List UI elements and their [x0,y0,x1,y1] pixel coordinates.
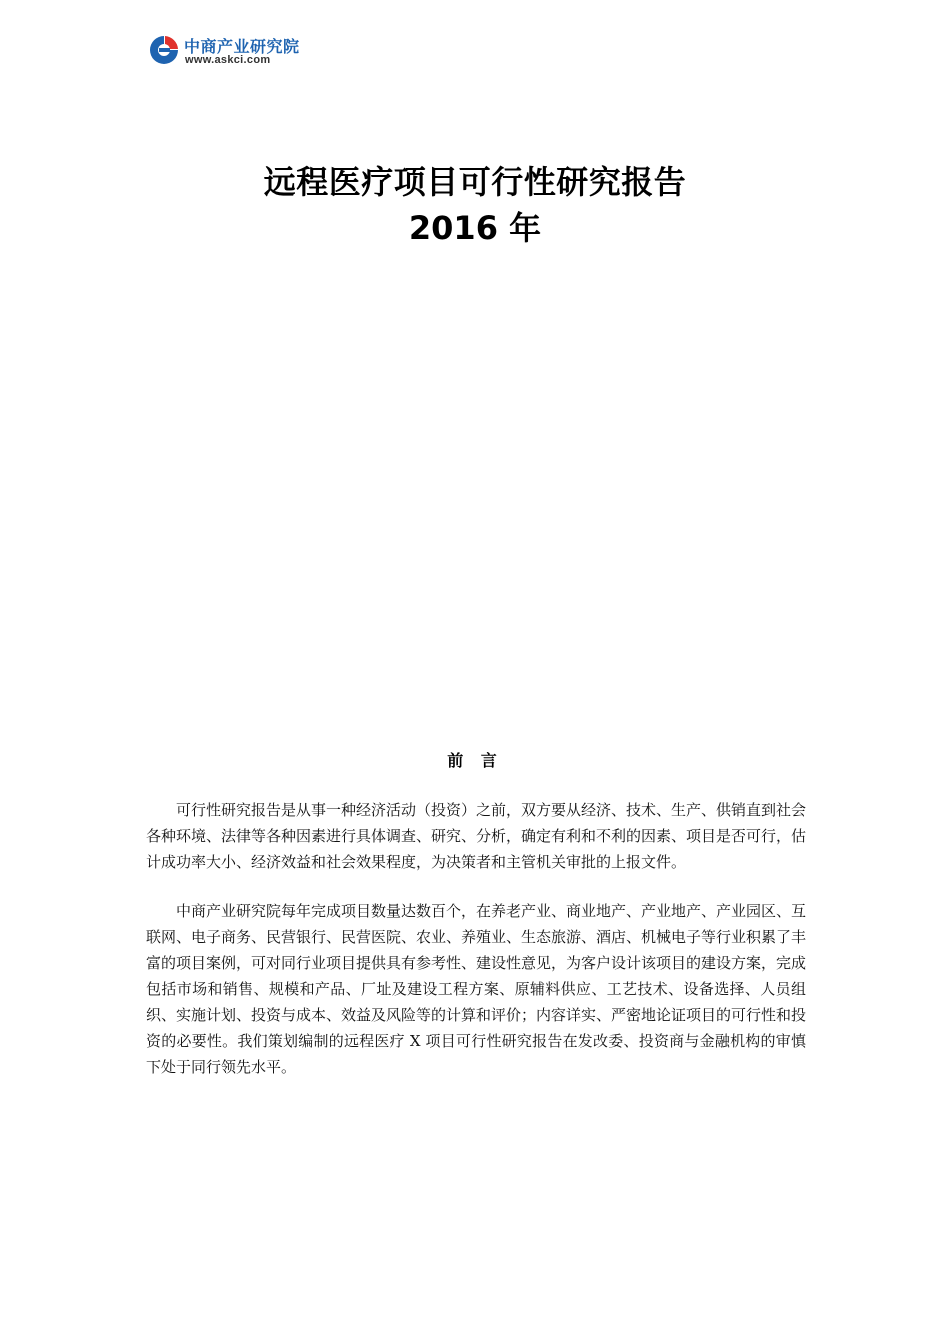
preface-heading: 前 言 [447,751,503,770]
report-year: 2016 年 [408,209,542,247]
preface-paragraph-2: 中商产业研究院每年完成项目数量达数百个，在养老产业、商业地产、产业地产、产业园区、互联网、电子商务、民营银行、民营医院、农业、养殖业、生态旅游、酒店、机械电子等行业积累了丰富的项目案例，可对同行业项目提供具有参考性、建设性意见，为客户设计该项目的建设方案，完成包括市场和销售、规模和产品、厂址及建设工程方案、原辅料供应、工艺技术、设备选择、人员组织、实施计划、投资与成本、效益及风险等的计算和评价；内容详实、严密地论证项目的可行性和投资的必要性。我们策划编制的远程医疗 X 项目可行性研究报告在发改委、投资商与金融机构的审慎下处于同行领先水平。 [146,902,807,1076]
preface-paragraph-1: 可行性研究报告是从事一种经济活动（投资）之前，双方要从经济、技术、生产、供销直到社会各种环境、法律等各种因素进行具体调查、研究、分析，确定有利和不利的因素、项目是否可行，估计成功率大小、经济效益和社会效果程度，为决策者和主管机关审批的上报文件。 [146,801,807,871]
report-title: 远程医疗项目可行性研究报告 [263,163,687,201]
logo-org-url: www.askci.com [185,54,271,66]
cover-title-block [0,160,950,250]
company-logo [148,32,338,70]
logo-org-name: 中商产业研究院 [184,37,300,56]
logo-emblem-icon [148,34,180,66]
